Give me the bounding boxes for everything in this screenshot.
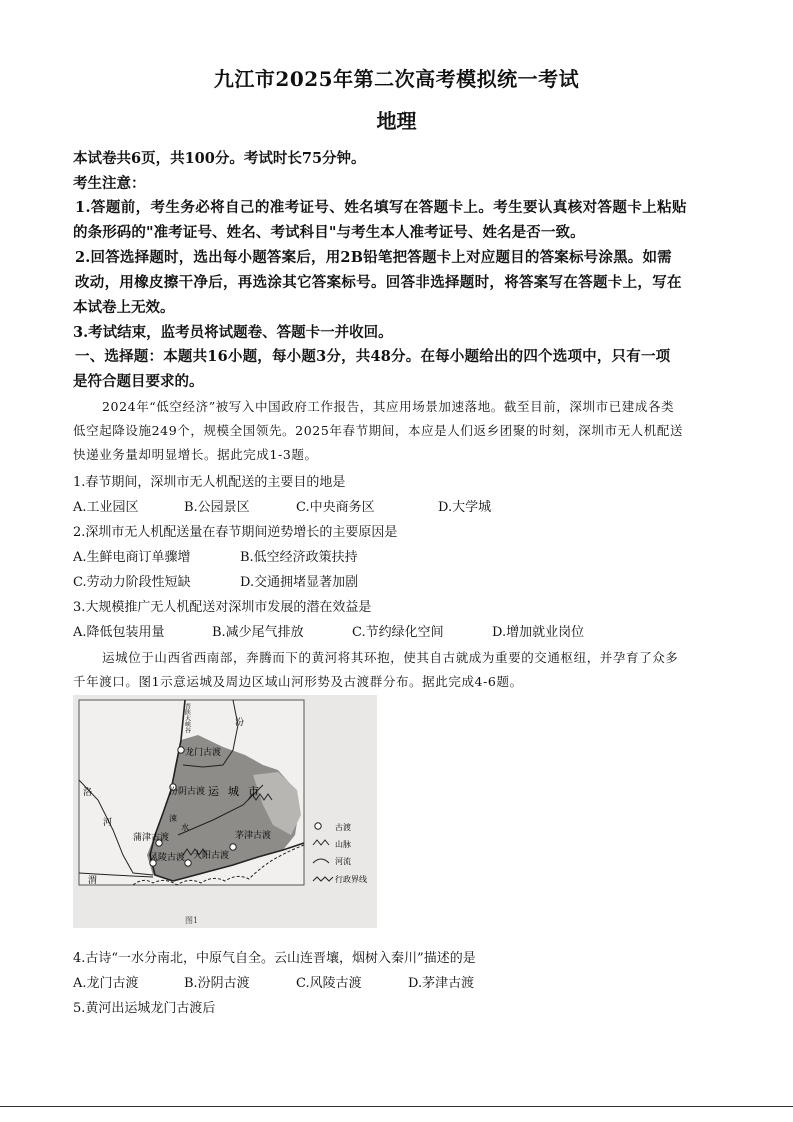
passage-line: 2024年“低空经济”被写入中国政府工作报告，其应用场景加速落地。截至目前，深圳市已建成各类: [102, 399, 675, 414]
exam-title: 九江市2025年第二次高考模拟统一考试: [213, 67, 580, 91]
note-line: 的条形码的"准考证号、姓名、考试科目"与考生本人准考证号、姓名是否一致。: [73, 224, 585, 241]
option-a: A.降低包装用量: [73, 625, 165, 640]
exam-info: 本试卷共6页，共100分。考试时长75分钟。: [73, 150, 366, 167]
legend-ferry-icon: [315, 823, 321, 829]
option-c: C.劳动力阶段性短缺: [73, 575, 191, 590]
passage-line: 低空起降设施249个，规模全国领先。2025年春节期间，本应是人们返乡团聚的时刻，深圳市无人机配送: [73, 423, 684, 438]
option-a: A.工业园区: [73, 500, 139, 515]
label-pujin: 蒲津古渡: [133, 833, 170, 843]
label-fenyin: 汾阴古渡: [169, 787, 206, 797]
label-he: 河: [103, 818, 113, 828]
label-maojin: 茅津古渡: [235, 831, 272, 841]
option-d: D.大学城: [438, 500, 492, 515]
label-shui: 水: [181, 823, 189, 832]
note-line: 2.回答选择题时，选出每小题答案后，用2B铅笔把答题卡上对应题目的答案标号涂黑。如需: [75, 249, 672, 266]
passage-line: 运城位于山西省西南部，奔腾而下的黄河将其环抱，使其自古就成为重要的交通枢纽，并孕育了众多: [102, 650, 679, 665]
map-svg: [73, 695, 377, 928]
note-line: 改动，用橡皮擦干净后，再选涂其它答案标号。回答非选择题时，将答案写在答题卡上，写在: [75, 274, 682, 291]
legend-label: 山脉: [335, 840, 351, 849]
question-stem: 5.黄河出运城龙门古渡后: [73, 1001, 216, 1016]
map-figure: [73, 695, 377, 928]
label-luo: 洛: [83, 788, 93, 798]
note-line: 3.考试结束，监考员将试题卷、答题卡一并收回。: [73, 324, 393, 341]
question-stem: 1.春节期间，深圳市无人机配送的主要目的地是: [73, 475, 346, 490]
option-d: D.增加就业岗位: [492, 625, 585, 640]
section-heading: 是符合题目要求的。: [73, 373, 204, 390]
note-line: 本试卷上无效。: [73, 299, 175, 316]
ferry-icon: [178, 747, 184, 753]
legend-label: 古渡: [335, 823, 351, 832]
option-b: B.减少尾气排放: [212, 625, 304, 640]
label-dayang: 大阳古渡: [193, 851, 230, 861]
option-b: B.低空经济政策扶持: [240, 550, 358, 565]
legend-boundary-icon: [313, 877, 333, 881]
section-heading: 一、选择题：本题共16小题，每小题3分，共48分。在每小题给出的四个选项中，只有一项: [75, 348, 671, 365]
label-wei: 渭: [88, 876, 98, 886]
bottom-rule: [0, 1106, 793, 1107]
label-city: 运城市: [208, 785, 268, 798]
option-c: C.风陵古渡: [296, 976, 362, 991]
question-stem: 3.大规模推广无人机配送对深圳市发展的潜在效益是: [73, 600, 372, 615]
legend-river-icon: [313, 859, 329, 863]
option-b: B.公园景区: [184, 500, 250, 515]
option-d: D.茅津古渡: [408, 976, 475, 991]
question-stem: 4.古诗“一水分南北，中原气自全。云山连晋壤，烟树入秦川”描述的是: [73, 951, 476, 966]
question-stem: 2.深圳市无人机配送量在春节期间逆势增长的主要原因是: [73, 525, 398, 540]
legend-label: 河流: [335, 857, 351, 866]
ferry-icon: [185, 860, 191, 866]
passage-line: 快递业务量却明显增长。据此完成1-3题。: [73, 447, 318, 462]
legend-label: 行政界线: [335, 875, 367, 884]
option-c: C.节约绿化空间: [352, 625, 444, 640]
label-yellow-river: 晋陕大峡谷: [183, 703, 191, 733]
option-a: A.生鲜电商订单骤增: [73, 550, 191, 565]
ferry-icon: [230, 844, 236, 850]
legend-mountain-icon: [313, 840, 329, 845]
option-d: D.交通拥堵显著加剧: [240, 575, 359, 590]
option-c: C.中央商务区: [296, 500, 375, 515]
notice-title: 考生注意：: [73, 175, 146, 192]
label-fen: 汾: [235, 718, 245, 728]
passage-line: 千年渡口。图1示意运城及周边区域山河形势及古渡群分布。据此完成4-6题。: [73, 674, 523, 689]
subject-title: 地理: [376, 109, 417, 133]
label-su: 涑: [169, 814, 177, 823]
note-line: 1.答题前，考生务必将自己的准考证号、姓名填写在答题卡上。考生要认真核对答题卡上粘贴: [75, 199, 687, 216]
figure-caption: 图1: [185, 916, 199, 925]
label-longmen: 龙门古渡: [185, 748, 222, 758]
option-b: B.汾阴古渡: [184, 976, 250, 991]
option-a: A.龙门古渡: [73, 976, 139, 991]
label-fengling: 风陵古渡: [149, 853, 186, 863]
